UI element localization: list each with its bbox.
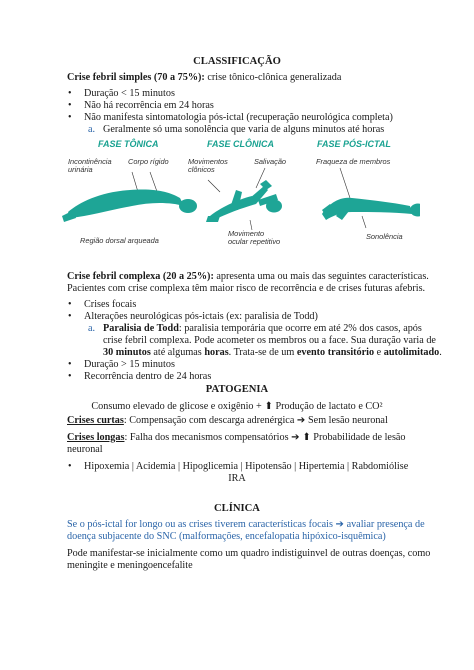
label-corpo-rigido: Corpo rígido [128, 157, 169, 166]
todd-bold-30min: 30 minutos [103, 347, 151, 358]
bullet-dot: • [68, 371, 72, 382]
crises-curtas-text: : Compensação com descarga adrenérgica [123, 415, 297, 426]
label-movimento-ocular: Movimento ocular repetitivo [228, 229, 281, 247]
phase-clonica-label: FASE CLÔNICA [207, 139, 275, 149]
postictal-phase-figure [322, 198, 420, 220]
simples-heading: Crise febril simples (70 a 75%): [67, 72, 205, 83]
label-regiao-dorsal: Região dorsal arqueada [80, 236, 159, 245]
crises-longas-end: Probabilidade de lesão [310, 432, 406, 443]
bullet-dot: • [68, 359, 72, 370]
simples-rest: crise tônico-clônica generalizada [204, 72, 342, 83]
bullet-dot: • [68, 112, 72, 123]
todd-line-1 [103, 323, 422, 335]
section-title-clinica: CLÍNICA [214, 503, 260, 514]
label-incontinencia: Incontinência urinária [68, 157, 112, 175]
right-arrow-icon: ➔ [296, 415, 306, 426]
sub-a-marker: a. [88, 124, 96, 135]
section-title-classificacao: CLASSIFICAÇÃO [193, 56, 281, 67]
sub-a-text: Geralmente só uma sonolência que varia de alguns minutos até horas [103, 124, 385, 135]
simples-bullet-3: Não manifesta sintomatologia pós-ictal (recuperação neurológica completa) [84, 112, 393, 123]
complexa-bullet-2: Alterações neurológicas pós-ictais (ex: paralisia de Todd) [84, 311, 318, 322]
clinica-blue-text: avaliar presença de [344, 519, 425, 530]
consequences-list-2: IRA [228, 473, 246, 484]
complexa-bullet-1: Crises focais [84, 299, 137, 310]
bullet-dot: • [68, 88, 72, 99]
right-arrow-icon: ➔ [335, 519, 345, 530]
complexa-line-1 [67, 271, 429, 283]
todd-line-3 [103, 347, 442, 359]
patogenia-text: Consumo elevado de glicose e oxigênio + [91, 401, 265, 412]
bullet-dot: • [68, 299, 72, 310]
label-fraqueza: Fraqueza de membros [316, 157, 391, 166]
section-title-patogenia: PATOGENIA [205, 384, 269, 395]
simples-bullet-1: Duração < 15 minutos [84, 88, 175, 99]
crises-longas-line-2: neuronal [67, 444, 103, 455]
simples-bullet-2: Não há recorrência em 24 horas [84, 100, 214, 111]
crises-curtas-label: Crises curtas [67, 415, 124, 426]
clinica-paragraph-1: Pode manifestar-se inicialmente como um quadro indistiguinvel de outras doenças, como [67, 548, 431, 559]
crises-longas-text: : Falha dos mecanismos compensatórios [124, 432, 292, 443]
todd-bold-horas: horas [204, 347, 229, 358]
phase-posictal-label: FASE PÓS-ICTAL [317, 139, 391, 149]
crises-longas-label: Crises longas [67, 432, 125, 443]
todd-bold-autolimitado: autolimitado [383, 347, 440, 358]
patogenia-text: Produção de lactato e CO² [272, 401, 383, 412]
crises-curtas-end: Sem lesão neuronal [305, 415, 388, 426]
todd-text: e [374, 347, 384, 358]
up-arrow-icon: ⬆ [264, 401, 273, 412]
todd-marker: a. [88, 323, 96, 334]
complexa-bullet-3: Duração > 15 minutos [84, 359, 175, 370]
label-salivacao: Salivação [254, 157, 287, 166]
label-sonolencia: Sonolência [366, 232, 403, 241]
complexa-heading: Crise febril complexa (20 a 25%): [67, 271, 214, 282]
label-movimentos-clonicos: Movimentos clônicos [188, 157, 228, 175]
simples-line [67, 72, 341, 84]
todd-text: . Trata-se de um [228, 347, 297, 358]
todd-title: Paralisia de Todd [103, 323, 179, 334]
phase-tonica-label: FASE TÔNICA [98, 139, 159, 149]
bullet-dot: • [68, 100, 72, 111]
todd-l1: : paralisia temporária que ocorre em até 2% dos casos, após [178, 323, 422, 334]
todd-text: . [439, 347, 442, 358]
clonic-phase-figure [206, 180, 282, 222]
complexa-line1-rest: apresenta uma ou mais das seguintes características. [213, 271, 429, 282]
todd-line-2: crise febril complexa. Pode acometer os membros ou a face. Sua duração varia de [103, 335, 436, 346]
bullet-dot: • [68, 311, 72, 322]
crises-longas-line [67, 432, 407, 444]
complexa-line-2: Pacientes com crise complexa têm maior risco de recorrência e de crises futuras afebris. [67, 283, 426, 294]
bullet-dot: • [68, 461, 72, 472]
todd-bold-transitorio: evento transitório [296, 347, 375, 358]
clinica-blue-text: Se o pós-ictal for longo ou as crises tiverem características focais [67, 519, 336, 530]
clinica-paragraph-2: meningite e meningoencefalite [67, 560, 193, 571]
patogenia-line-1 [0, 401, 474, 413]
complexa-bullet-4: Recorrência dentro de 24 horas [84, 371, 212, 382]
tonic-phase-figure [62, 189, 197, 222]
todd-text: até algumas [150, 347, 205, 358]
clinica-blue-line-2: doença subjacente do SNC (malformações, encefalopatia hipóxico-isquêmica) [67, 531, 386, 542]
clinica-blue-line-1 [67, 519, 425, 531]
crises-curtas-line [67, 415, 388, 427]
consequences-list: Hipoxemia | Acidemia | Hipoglicemia | Hipotensão | Hipertemia | Rabdomiólise [84, 461, 409, 472]
right-arrow-icon: ➔ [291, 432, 300, 443]
up-arrow-icon: ⬆ [302, 432, 311, 443]
